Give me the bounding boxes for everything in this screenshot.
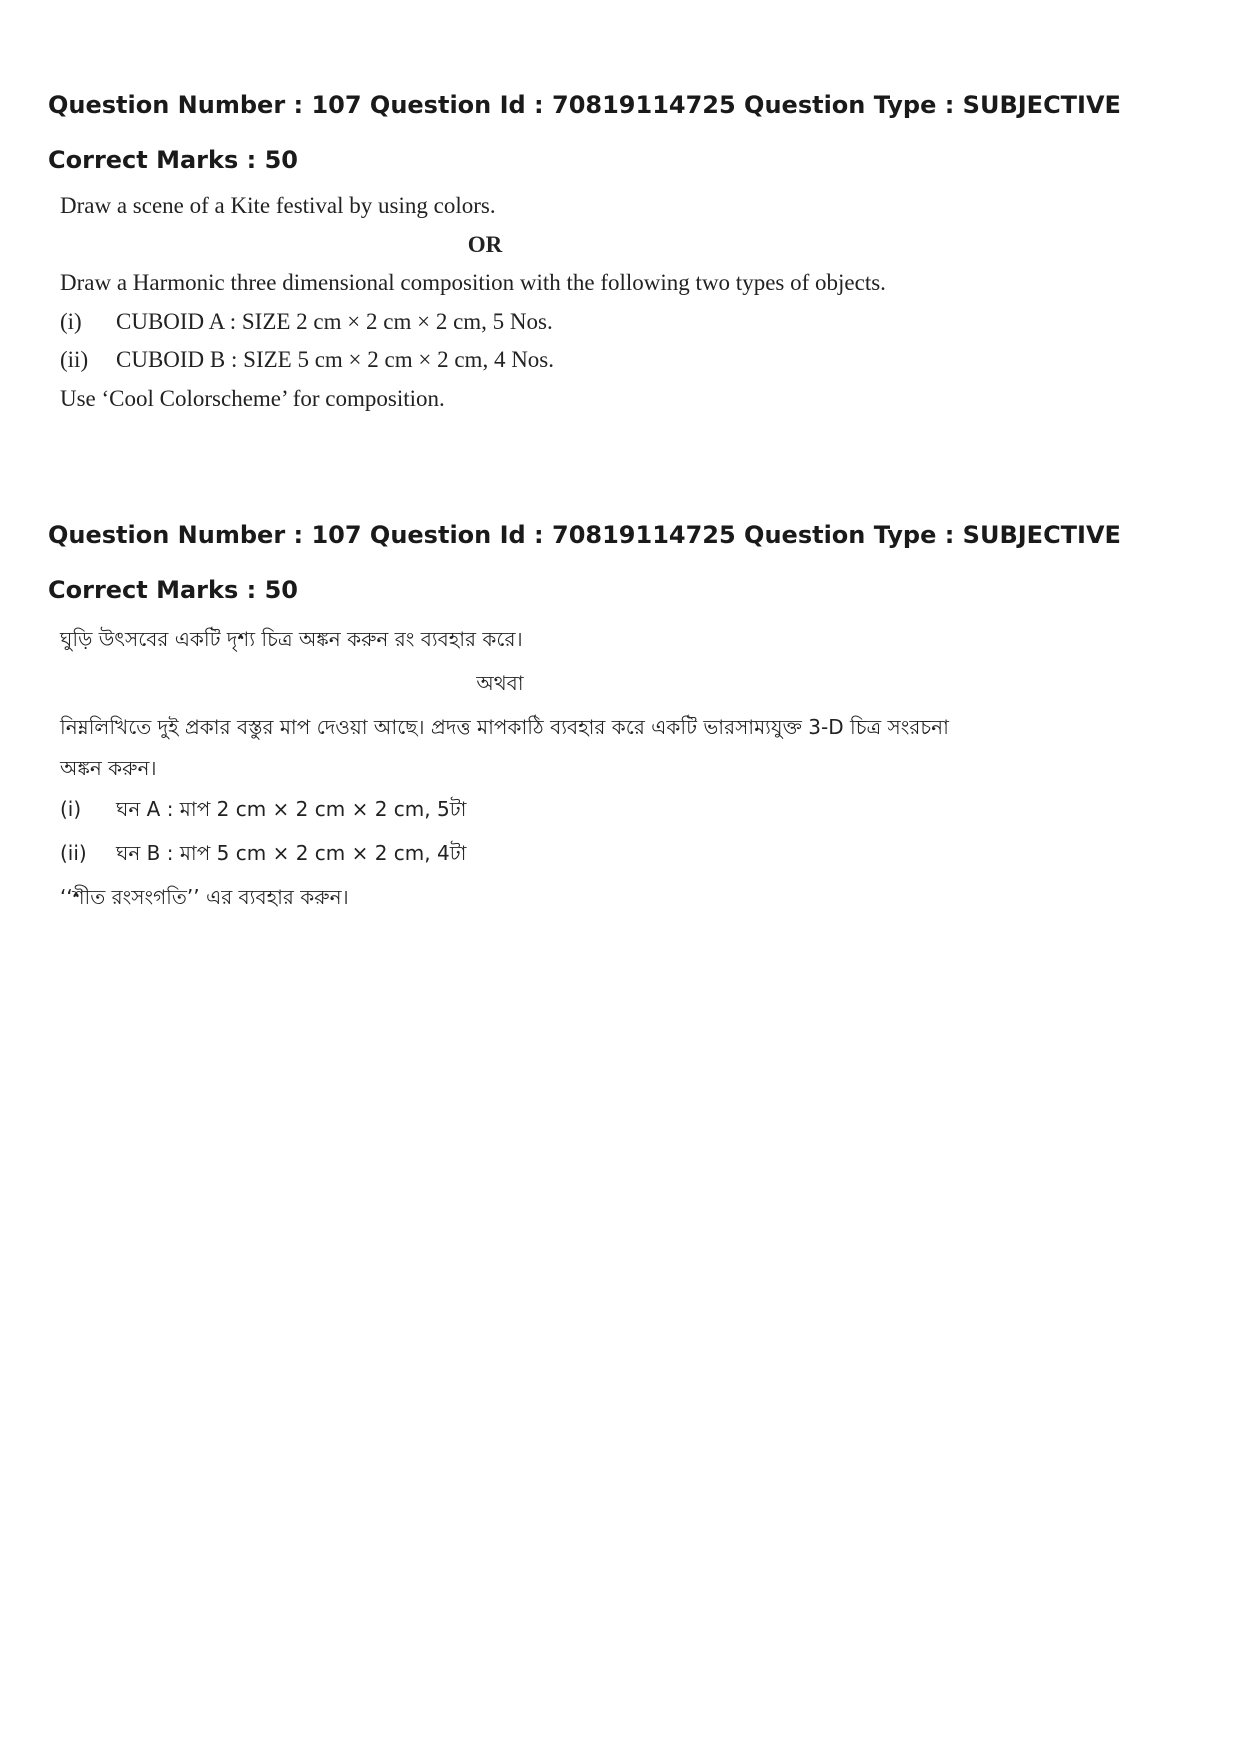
correct-marks: Correct Marks : 50 [48, 146, 298, 174]
list-item-number: (ii) [60, 841, 87, 865]
question-line: ঘুড়ি উৎসবের একটি দৃশ্য চিত্র অঙ্কন করুন রং ব্যবহার করে। [60, 627, 523, 651]
question-line: ‘‘শীত রংসংগতি’’ এর ব্যবহার করুন। [60, 885, 349, 909]
question-line: অঙ্কন করুন। [60, 756, 157, 780]
question-line: Use ‘Cool Colorscheme’ for composition. [60, 385, 445, 411]
list-item-text: ঘন B : মাপ 5 cm × 2 cm × 2 cm, 4টা [116, 841, 467, 865]
question-block-english [48, 90, 1198, 418]
question-block-bengali [48, 520, 1198, 919]
list-item [60, 341, 1198, 380]
list-item-text: ঘন A : মাপ 2 cm × 2 cm × 2 cm, 5টা [116, 797, 467, 821]
or-separator: OR [467, 231, 503, 257]
correct-marks: Correct Marks : 50 [48, 576, 298, 604]
list-item-number: (i) [60, 308, 82, 334]
list-item [60, 787, 1198, 831]
list-item-number: (ii) [60, 347, 89, 372]
list-item-text: CUBOID A : SIZE 2 cm × 2 cm × 2 cm, 5 Nos. [116, 308, 553, 334]
or-separator: অথবা [476, 671, 524, 695]
list-item-text: CUBOID B : SIZE 5 cm × 2 cm × 2 cm, 4 Nos. [116, 347, 554, 372]
question-header: Question Number : 107 Question Id : 70819114725 Question Type : SUBJECTIVE [48, 91, 1121, 119]
question-body [60, 187, 1198, 418]
list-item [60, 303, 1198, 342]
question-header: Question Number : 107 Question Id : 70819114725 Question Type : SUBJECTIVE [48, 521, 1121, 549]
list-item [60, 831, 1198, 875]
question-line: Draw a Harmonic three dimensional composition with the following two types of objects. [60, 270, 886, 295]
question-line: Draw a scene of a Kite festival by using colors. [60, 193, 496, 218]
question-body [60, 617, 1198, 919]
list-item-number: (i) [60, 797, 82, 821]
question-line: নিম্নলিখিতে দুই প্রকার বস্তুর মাপ দেওয়া আছে। প্রদত্ত মাপকাঠি ব্যবহার করে একটি ভারসাম্যযুক্ত 3-D চিত্র সংরচনা [60, 715, 949, 739]
